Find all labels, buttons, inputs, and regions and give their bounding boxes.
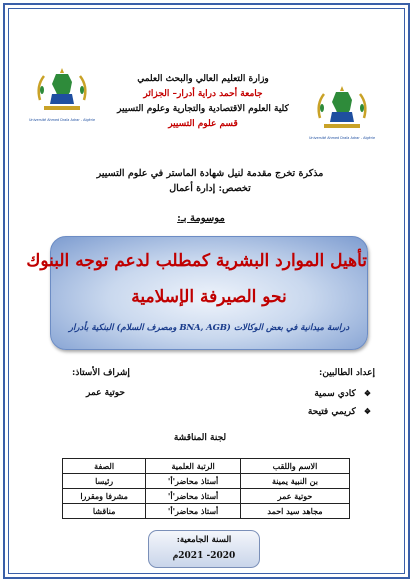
thesis-title-box (26, 236, 368, 350)
logo-caption: Université Ahmed Draïa Adrar - Algérie (28, 118, 96, 122)
student-name (308, 406, 371, 417)
student-name-text: كريمي فتيحة (307, 407, 356, 417)
student-name-text: كادي سمية (314, 389, 356, 399)
table-cell: بن النبية يمينة (240, 474, 349, 489)
diamond-bullet-icon: ❖ (363, 388, 371, 398)
table-header-cell: الاسم واللقب (240, 459, 349, 474)
table-cell: أستاذ محاضر'أ' (146, 504, 241, 519)
table-row (63, 504, 350, 519)
university-logo-right (302, 82, 382, 140)
table-header-cell: الصفة (63, 459, 146, 474)
thesis-subtitle: دراسة ميدانية في بعض الوكالات (BNA, AGB ومصرف السلام) البنكية بأدرار (68, 323, 350, 333)
table-cell: مناقشا (63, 504, 146, 519)
table-cell: أستاذ محاضر'أ' (146, 489, 241, 504)
supervisor-name: حوتية عمر (86, 388, 125, 398)
university-logo-left (22, 64, 102, 122)
committee-title: لجنة المناقشة (173, 433, 227, 443)
diamond-bullet-icon: ❖ (363, 406, 371, 416)
table-row (63, 489, 350, 504)
table-row (63, 474, 350, 489)
academic-year-value: 2020- 2021م (172, 551, 236, 561)
prepared-by-label: إعداد الطالبين: (319, 368, 375, 378)
logo-caption: Université Ahmed Draïa Adrar - Algérie (308, 136, 376, 140)
table-cell: مجاهد سيد احمد (240, 504, 349, 519)
department-line: قسم علوم التسيير (168, 119, 238, 129)
academic-year-box (148, 530, 260, 568)
memo-line: مذكرة تخرج مقدمة لنيل شهادة الماستر في علوم التسيير (96, 168, 324, 179)
academic-year-label: السنة الجامعية: (176, 535, 232, 545)
supervisor-label: إشراف الأستاذ: (72, 368, 130, 378)
ministry-line: وزارة التعليم العالي والبحث العلمي (137, 74, 269, 84)
titled-by-label: موسومة بـ: (177, 213, 225, 224)
university-line: جامعة أحمد دراية أدرار– الجزائر (143, 89, 263, 99)
table-cell: أستاذ محاضر'أ' (146, 474, 241, 489)
table-cell: مشرفا ومقررا (63, 489, 146, 504)
specialty-line: تخصص: إدارة أعمال (169, 183, 251, 194)
table-cell: رئيسا (63, 474, 146, 489)
institution-header (100, 72, 306, 132)
faculty-line: كلية العلوم الاقتصادية والتجارية وعلوم التسيير (117, 104, 289, 114)
committee-table (62, 458, 350, 519)
thesis-title-line1: تأهيل الموارد البشرية كمطلب لدعم توجه البنوك (26, 251, 367, 271)
logo-emblem-icon (302, 82, 382, 132)
table-cell: حوتية عمر (240, 489, 349, 504)
student-name (314, 388, 371, 399)
thesis-title-line2: نحو الصيرفة الإسلامية (131, 287, 287, 307)
table-header-cell: الرتبة العلمية (146, 459, 241, 474)
table-header-row (63, 459, 350, 474)
logo-emblem-icon (22, 64, 102, 114)
